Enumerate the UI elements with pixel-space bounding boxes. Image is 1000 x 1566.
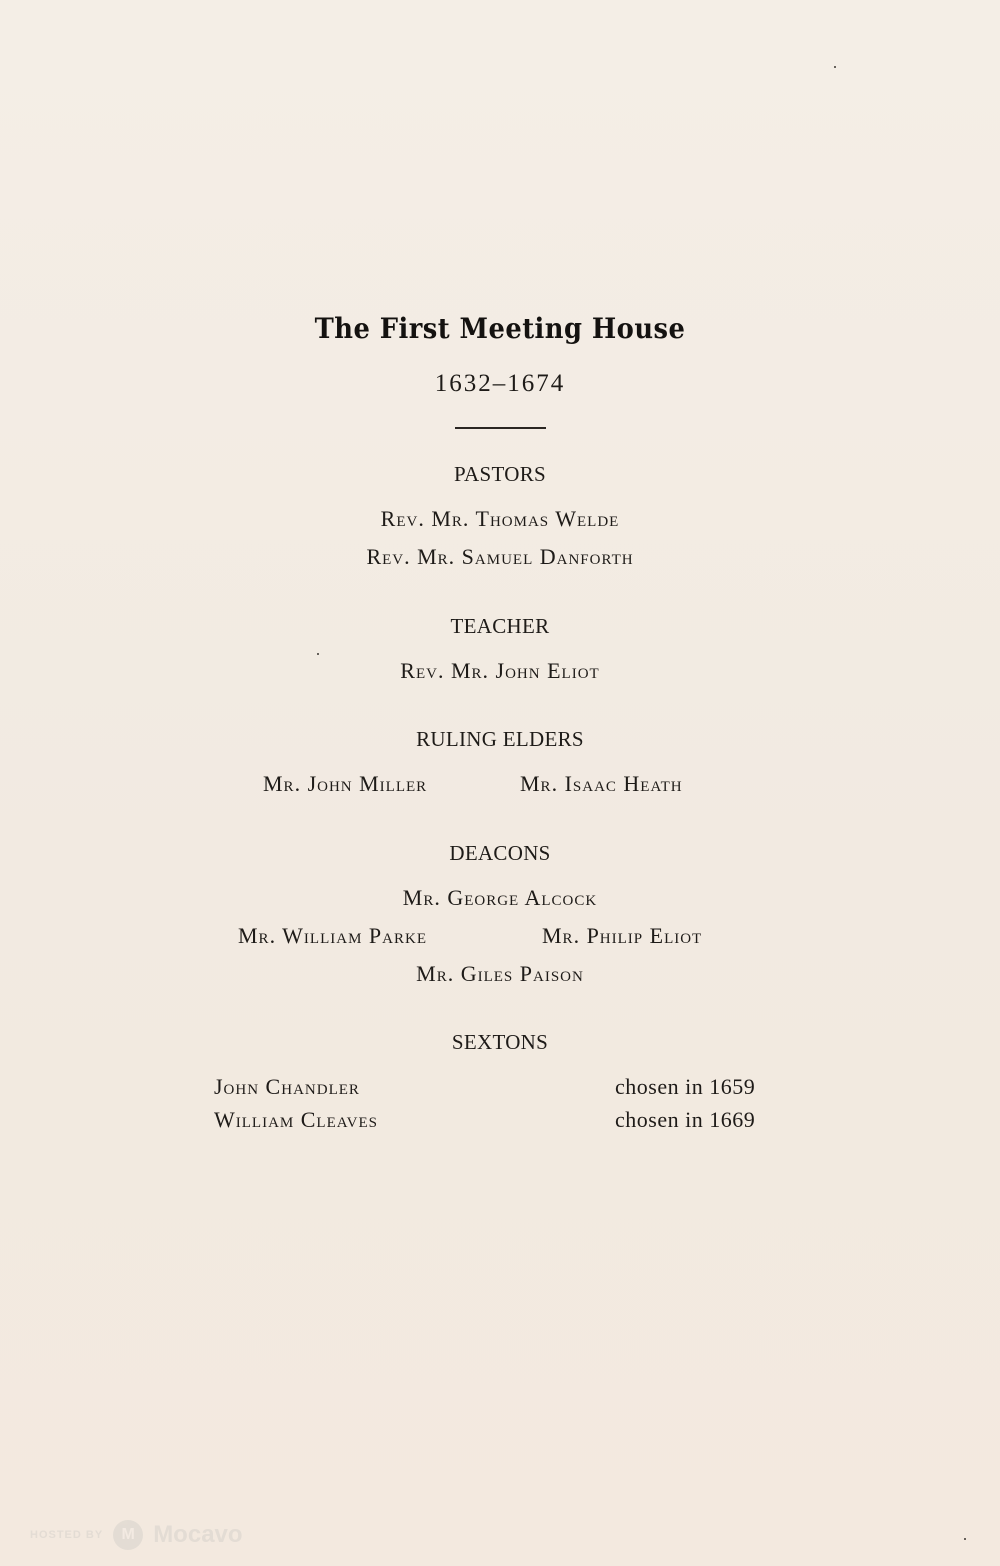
deacon-name: Mr. Philip Eliot [542, 923, 703, 948]
deacon-name: Mr. George Alcock [402, 885, 598, 910]
pastor-name: Rev. Mr. Samuel Danforth [366, 544, 634, 569]
ruling-elder-name: Mr. Isaac Heath [520, 771, 683, 796]
paper-speck [964, 1538, 966, 1540]
divider-rule [455, 427, 546, 429]
sexton-name: William Cleaves [214, 1107, 378, 1132]
paper-speck [317, 653, 319, 655]
teacher-name: Rev. Mr. John Eliot [400, 658, 600, 683]
deacon-name: Mr. Giles Paison [416, 961, 584, 986]
ruling-elders-heading: RULING ELDERS [416, 727, 584, 751]
sexton-date: chosen in 1659 [615, 1074, 756, 1099]
mocavo-logo-icon: M [113, 1520, 143, 1550]
sexton-date: chosen in 1669 [615, 1107, 756, 1132]
pastors-heading: PASTORS [454, 462, 546, 486]
sextons-heading: SEXTONS [451, 1030, 549, 1054]
paper-speck [834, 66, 836, 68]
hosted-by-watermark[interactable] [30, 1520, 243, 1550]
pastor-name: Rev. Mr. Thomas Welde [380, 506, 620, 531]
page-title: The First Meeting House [314, 312, 686, 345]
mocavo-brand: Mocavo [153, 1521, 243, 1548]
teacher-heading: TEACHER [450, 614, 550, 638]
sexton-name: John Chandler [214, 1074, 360, 1099]
date-range: 1632–1674 [434, 370, 566, 397]
hosted-by-label: HOSTED BY [30, 1529, 104, 1541]
deacon-name: Mr. William Parke [238, 923, 427, 948]
ruling-elder-name: Mr. John Miller [263, 771, 428, 796]
deacons-heading: DEACONS [449, 841, 551, 865]
